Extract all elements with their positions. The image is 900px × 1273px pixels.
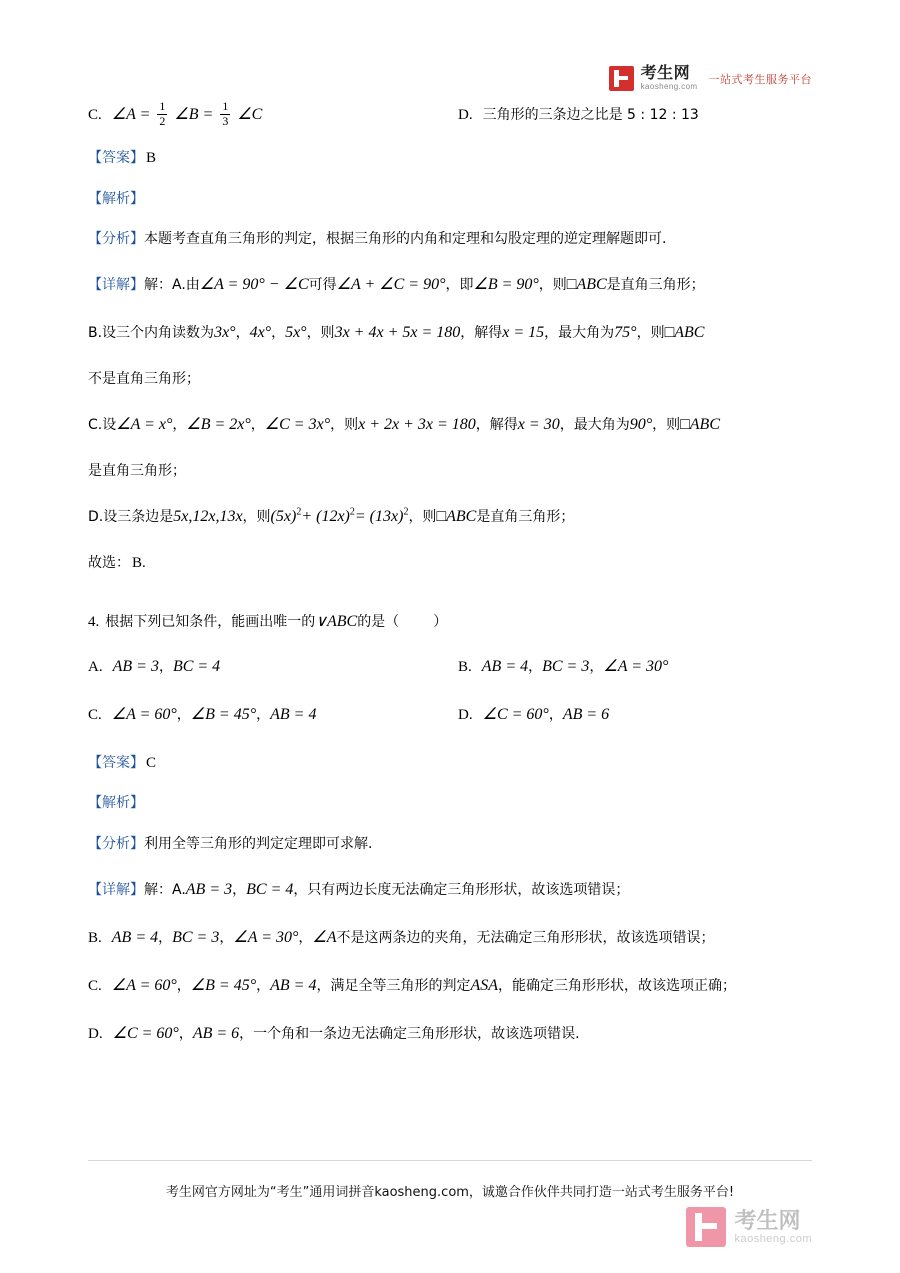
q3b-lead: B.设三个内角读数为 [88, 325, 215, 342]
q4d-math2: AB = 6 [192, 1024, 240, 1042]
q4-stem-text-1: 根据下列已知条件，能画出唯一的 [105, 613, 316, 630]
q3b-cn6: ，则 [636, 325, 665, 342]
q3-analysis-tag: 【解析】 [88, 190, 144, 207]
q3b-cn3: ，则 [306, 325, 335, 342]
q4c-cn3: ，满足全等三角形的判定 [316, 977, 471, 994]
q4-xiangjie-lead: 解：A. [144, 881, 186, 898]
q4-option-b [458, 652, 812, 682]
q3d-cn1: ，则 [242, 509, 271, 526]
logo-title: 考生网 [640, 65, 691, 82]
q3-analysis-line [88, 185, 812, 214]
q3d-exp1: 2 [296, 507, 302, 519]
q4-option-c-sep1: ， [176, 707, 191, 724]
q3d-pythagoras [271, 501, 409, 533]
q4-option-a-math2: BC = 4 [172, 657, 221, 675]
fraction-numerator: 1 [159, 99, 166, 114]
q3-conclusion-text: 故选： [88, 555, 130, 572]
q4a-math2: BC = 4 [246, 880, 294, 898]
q3-fenxi-paragraph [88, 225, 812, 253]
q4b-math4: ∠A [312, 928, 337, 946]
footer-note: 考生网官方网址为“考生”通用词拼音kaosheng.com，诚邀合作伙伴共同打造一站式考生服务平台! [165, 1185, 735, 1200]
q4-option-c-math1: ∠A = 60° [111, 706, 177, 724]
q3-conclusion-value: B. [132, 555, 146, 572]
logo-subtitle: kaosheng.com [640, 81, 698, 91]
q3b-math1: 3x° [214, 324, 236, 342]
fraction-denominator: 2 [159, 113, 166, 128]
watermark-subtitle: kaosheng.com [734, 1233, 812, 1246]
q4c-math4: ASA [470, 976, 498, 994]
q4-stem [88, 606, 812, 638]
q4-stem-text-2: 的是（ [357, 613, 400, 630]
q4-analysis-line [88, 789, 812, 818]
q4-option-d-label: D. [458, 707, 473, 724]
q4-answer-tag: 【答案】 [88, 754, 144, 771]
q4c-math2: ∠B = 45° [190, 976, 257, 994]
q3-answer-tag: 【答案】 [88, 150, 144, 167]
q4a-math1: AB = 3 [185, 880, 233, 898]
q3b-cn1: ， [235, 325, 250, 342]
q3-option-c-formula [112, 100, 263, 130]
q4-fenxi-text: 利用全等三角形的判定定理即可求解. [144, 835, 373, 852]
q4c-cn2: ， [256, 977, 271, 994]
q3b-cn4: ，解得 [460, 325, 503, 342]
q3d-exp3: 2 [403, 507, 409, 519]
q4-analysis-tag: 【解析】 [88, 795, 144, 812]
q3c-cn2: ， [250, 417, 265, 434]
q3-opt-c-fraction-2 [220, 100, 230, 128]
footer-divider [88, 1160, 812, 1161]
q3b-math6: 75° [614, 324, 637, 342]
q4-option-a [88, 652, 458, 682]
q3a-cn2: ，即 [445, 277, 474, 294]
q4-solution-a [88, 874, 812, 906]
q3b-math2: 4x° [249, 324, 272, 342]
q4-option-b-label: B. [458, 658, 472, 675]
q3d-math1: 5x,12x,13x [173, 508, 243, 526]
q3-option-c [88, 100, 458, 130]
q4-fenxi-paragraph [88, 830, 812, 858]
q3-opt-c-part3: ∠C [237, 106, 263, 123]
q3a-cn3: ，则 [538, 277, 567, 294]
q4b-cn3: ， [298, 929, 313, 946]
q3a-math1: ∠A = 90° − ∠C [199, 276, 309, 294]
q4c-cn4: ，能确定三角形形状，故该选项正确； [498, 977, 736, 994]
q3-conclusion [88, 549, 812, 578]
q4a-cn2: ，只有两边长度无法确定三角形形状，故该选项错误； [293, 881, 630, 898]
q3-answer-value: B [146, 150, 157, 167]
q4-solution-c [88, 970, 812, 1002]
q4-stem-math: ∨ABC [315, 612, 358, 630]
q4-solution-b [88, 922, 812, 954]
q3a-math4: □ABC [566, 276, 607, 294]
q3-fenxi-tag: 【分析】 [88, 231, 144, 248]
q4-option-d-sep1: ， [548, 707, 563, 724]
q3c-math3: ∠C = 3x° [264, 416, 331, 434]
q4-option-b-math2: BC = 3 [542, 657, 590, 675]
q4b-label: B. [88, 929, 102, 946]
q3c-cn5: ，最大角为 [559, 417, 630, 434]
q3d-cn3: 是直角三角形； [476, 509, 575, 526]
q4d-math1: ∠C = 60° [112, 1024, 179, 1042]
q4-option-c-label: C. [88, 707, 102, 724]
q3d-cn2: ，则 [408, 509, 437, 526]
fraction-denominator: 3 [222, 113, 229, 128]
q4d-label: D. [88, 1025, 103, 1042]
q4-options-row-2 [88, 700, 812, 730]
q4b-cn1: ， [158, 929, 173, 946]
q4-solution-d [88, 1018, 812, 1050]
q4c-cn1: ， [176, 977, 191, 994]
q4-number: 4. [88, 613, 100, 630]
footer-watermark [686, 1207, 812, 1247]
q3-answer-line [88, 144, 812, 173]
q4b-math1: AB = 4 [111, 928, 159, 946]
q3-option-d-label: D. [458, 107, 473, 123]
q3-opt-c-fraction-1 [157, 100, 167, 128]
q3c-math7: □ABC [680, 416, 720, 434]
q4a-cn1: ， [232, 881, 247, 898]
q3c-math6: 90° [629, 416, 653, 434]
q4d-cn1: ， [178, 1025, 193, 1042]
q4-option-c [88, 700, 458, 730]
q3c-cn4: ，解得 [475, 417, 518, 434]
q4-option-b-math1: AB = 4 [481, 657, 529, 675]
q4c-math3: AB = 4 [270, 976, 317, 994]
q4-xiangjie-tag: 【详解】 [88, 881, 144, 898]
q3-detail-line-b [88, 317, 812, 349]
q4-answer-line [88, 749, 812, 778]
q3-opt-c-part2: ∠B = [174, 106, 214, 123]
q4-option-a-label: A. [88, 658, 103, 675]
q4-option-a-math1: AB = 3 [112, 657, 159, 675]
q3c-lead: C.设 [88, 417, 117, 434]
q3d-term2: + (12x) [301, 508, 350, 526]
q3b-math3: 5x° [285, 324, 307, 342]
q4b-math2: BC = 3 [172, 928, 220, 946]
q3b-math7: □ABC [664, 324, 705, 342]
q4b-cn2: ， [219, 929, 234, 946]
q4-fenxi-tag: 【分析】 [88, 835, 144, 852]
q4b-math3: ∠A = 30° [233, 928, 299, 946]
q3c-cn3: ，则 [330, 417, 359, 434]
q4b-cn4: 不是这两条边的夹角，无法确定三角形形状，故该选项错误； [336, 929, 715, 946]
q3c-math4: x + 2x + 3x = 180 [358, 416, 476, 434]
q3c-tail: 是直角三角形； [88, 463, 186, 480]
q3-option-d [458, 101, 812, 130]
q3a-cn4: 是直角三角形； [606, 277, 705, 294]
q3-detail-line-b-tail [88, 365, 812, 393]
q4-option-b-sep1: ， [528, 658, 543, 675]
q3-fenxi-text: 本题考查直角三角形的判定，根据三角形的内角和定理和勾股定理的逆定理解题即可. [144, 231, 667, 248]
logo-slogan: 一站式考生服务平台 [708, 73, 812, 86]
q3a-math3: ∠B = 90° [473, 276, 539, 294]
q3d-lead: D.设三条边是 [88, 509, 174, 526]
q3d-term3: = (13x) [354, 508, 404, 526]
q4-stem-text-3: ） [433, 613, 448, 630]
watermark-title: 考生网 [734, 1207, 801, 1233]
q3d-exp2: 2 [349, 507, 355, 519]
watermark-text-block [734, 1209, 812, 1245]
q4-option-a-sep: ， [158, 658, 173, 675]
q3-xiangjie-tag: 【详解】 [88, 277, 144, 294]
q4-option-d-math2: AB = 6 [562, 706, 610, 724]
document-content [88, 0, 812, 1050]
q4d-cn2: ，一个角和一条边无法确定三角形形状，故该选项错误. [239, 1025, 580, 1042]
q3-option-d-text: 三角形的三条边之比是 5 : 12 : 13 [482, 107, 699, 123]
q3-option-c-label: C. [88, 107, 102, 123]
q3-detail-line-c [88, 409, 812, 441]
q3c-cn6: ，则 [652, 417, 681, 434]
q3d-math3: □ABC [436, 508, 477, 526]
q4c-math1: ∠A = 60° [111, 976, 177, 994]
q4-option-c-sep2: ， [256, 707, 271, 724]
q4-option-d-math1: ∠C = 60° [482, 706, 549, 724]
q3c-math1: ∠A = x° [116, 416, 173, 434]
q4-option-d [458, 700, 812, 730]
q3-opt-c-part1: ∠A = [111, 106, 151, 123]
kaosheng-watermark-icon [686, 1207, 726, 1247]
q4-answer-value: C [146, 754, 157, 771]
q4-option-c-math2: ∠B = 45° [190, 706, 257, 724]
q4-option-b-sep2: ， [589, 658, 604, 675]
q3a-cn1: 可得 [308, 277, 337, 294]
q3b-tail: 不是直角三角形； [88, 371, 200, 388]
q3b-math4: 3x + 4x + 5x = 180 [334, 324, 461, 342]
q3c-cn1: ， [172, 417, 187, 434]
q3a-math2: ∠A + ∠C = 90° [336, 276, 446, 294]
q4-options-row-1 [88, 652, 812, 682]
q3b-cn2: ， [271, 325, 286, 342]
q3-detail-line-d [88, 501, 812, 533]
q3-detail-line-a [88, 269, 812, 301]
q3-detail-line-c-tail [88, 457, 812, 485]
q3c-math5: x = 30 [517, 416, 560, 434]
q4-option-c-math3: AB = 4 [270, 706, 317, 724]
q3-xiangjie-lead: 解：A.由 [144, 277, 200, 294]
q4c-label: C. [88, 977, 102, 994]
q3-options-row [88, 100, 812, 130]
fraction-numerator: 1 [222, 99, 229, 114]
q4-option-b-math3: ∠A = 30° [603, 657, 669, 675]
q3b-math5: x = 15 [502, 324, 545, 342]
q3d-term1: (5x) [270, 508, 297, 526]
q3c-math2: ∠B = 2x° [186, 416, 251, 434]
q3b-cn5: ，最大角为 [544, 325, 615, 342]
